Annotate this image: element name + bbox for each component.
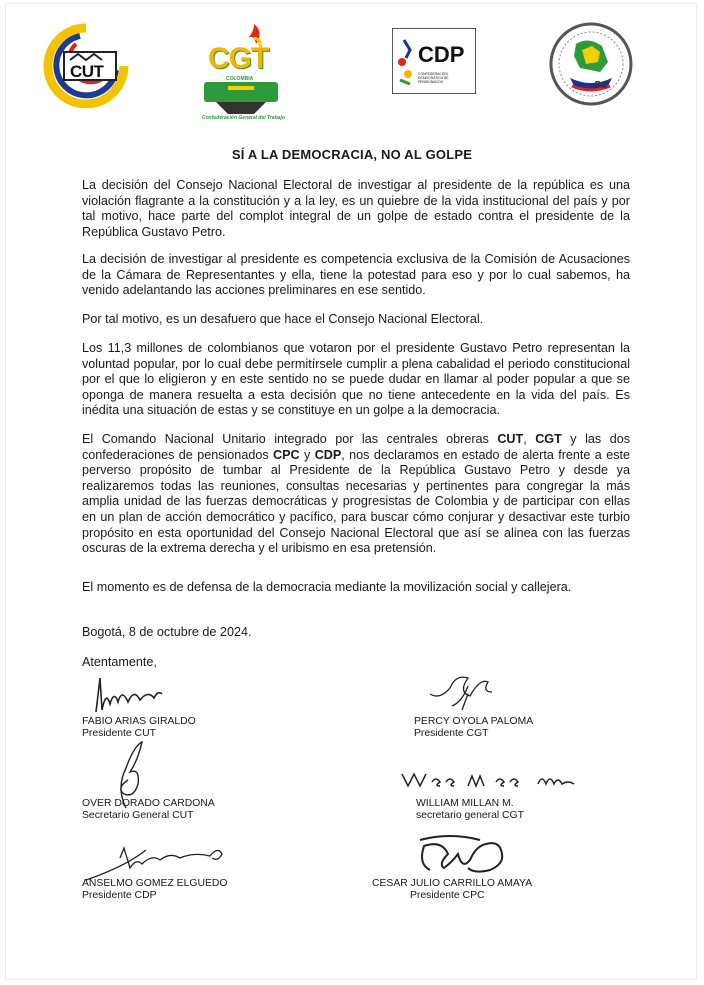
cgt-logo-text: CGT [208, 42, 269, 75]
closing-salutation: Atentamente, [82, 655, 157, 669]
signatory-role-5: Presidente CDP [82, 890, 157, 901]
signatory-name-5: ANSELMO GOMEZ ELGUEDO [82, 878, 228, 889]
signatory-role-2: Presidente CGT [414, 728, 489, 739]
org-cdp: CDP [314, 447, 342, 462]
paragraph-4: Los 11,3 millones de colombianos que votaron por el presidente Gustavo Petro representan la voluntad popular, por lo cual debe permitírsele cumplir a plena cabalidad el periodo constitucional por el que lo eligieron y en este sentido no se puede dudar en llamar al poder popular a que se oponga de manera resuelta a esta decisión que no tiene antecedente en la vida del país. Es inédita una situación de estas y se constituye en un golpe a la democracia. [82, 341, 630, 418]
signature-scribble-fabio [82, 672, 172, 718]
paragraph-5 [82, 432, 630, 557]
signatory-role-4: secretario general CGT [416, 810, 524, 821]
paragraph-5-text-f: , nos declaramos en estado de alerta frente a este perverso propósito de tumbar al Presidente de la República Gustavo Petro y desde ya realizaremos todas las reuniones, consultas necesarias y pertinentes para congregar la más amplia unidad de las fuerzas democráticas y progresistas de Colombia y de participar con ellas en un plan de acción democrático y pacífico, para buscar cómo conjurar y desactivar este turbio propósito en esta oportunidad del Consejo Nacional Electoral que así se alinea con las fuerzas oscuras de la extrema derecha y el uribismo en esa pretensión. [82, 447, 631, 556]
signatory-role-3: Secretario General CUT [82, 810, 194, 821]
signature-scribble-cesar [410, 828, 520, 876]
org-cut: CUT [497, 432, 524, 446]
cut-logo-text: CUT [70, 62, 104, 81]
cgt-logo [196, 20, 288, 122]
org-cpc: CPC [273, 447, 300, 462]
signatory-name-6: CESAR JULIO CARRILLO AMAYA [372, 878, 533, 889]
paragraph-5-text-c: , [523, 432, 536, 446]
cut-logo [40, 22, 132, 108]
cdp-logo [392, 28, 476, 94]
paragraph-5-text-e: y [299, 447, 315, 462]
cdp-logo-subtext: CONFEDERACIÓN DEMOCRÁTICA DE PENSIONADOS [418, 72, 449, 84]
paragraph-3: Por tal motivo, es un desafuero que hace el Consejo Nacional Electoral. [82, 312, 484, 326]
cpc-logo [548, 20, 634, 108]
cpc-logo-graphic [548, 20, 634, 108]
cgt-logo-caption: Confederación General del Trabajo [202, 115, 285, 121]
cpc-logo-text: PC [594, 80, 608, 91]
signatory-name-4: WILLIAM MILLAN M. [416, 798, 514, 809]
document-title: SÍ A LA DEMOCRACIA, NO AL GOLPE [231, 147, 473, 162]
cgt-logo-subtext: COLOMBIA [226, 76, 254, 82]
signatory-role-6: Presidente CPC [410, 890, 485, 901]
paragraph-5-text-a: El Comando Nacional Unitario integrado por las centrales obreras [82, 432, 498, 446]
signature-scribble-william [398, 766, 588, 792]
cdp-logo-text: CDP [418, 42, 465, 67]
paragraph-1: La decisión del Consejo Nacional Electoral de investigar al presidente de la república es una violación flagrante a la constitución y a la ley, es un quiebre de la vida institucional del país y por tal motivo, hace parte del complot integral de un golpe de estado contra el presidente de la República Gustavo Petro. [82, 178, 630, 239]
document-date: Bogotá, 8 de octubre de 2024. [82, 625, 252, 639]
signatory-name-3: OVER DORADO CARDONA [82, 798, 215, 809]
org-cgt: CGT [535, 432, 562, 446]
paragraph-2: La decisión de investigar al presidente es competencia exclusiva de la Comisión de Acusaciones de la Cámara de Representantes y ella, tiene la potestad para eso y por lo cual sabemos, ha venido adelantando las acciones preliminares en ese sentido. [82, 252, 630, 298]
signature-scribble-percy [422, 666, 502, 716]
signatory-role-1: Presidente CUT [82, 728, 156, 739]
signatory-name-1: FABIO ARIAS GIRALDO [82, 716, 196, 727]
paragraph-6: El momento es de defensa de la democracia mediante la movilización social y callejera. [82, 580, 572, 594]
signatory-name-2: PERCY OYOLA PALOMA [414, 716, 534, 727]
paragraph-5-text-d: y las dos confederaciones de pensionados [82, 432, 630, 462]
signature-scribble-anselmo [80, 828, 240, 884]
